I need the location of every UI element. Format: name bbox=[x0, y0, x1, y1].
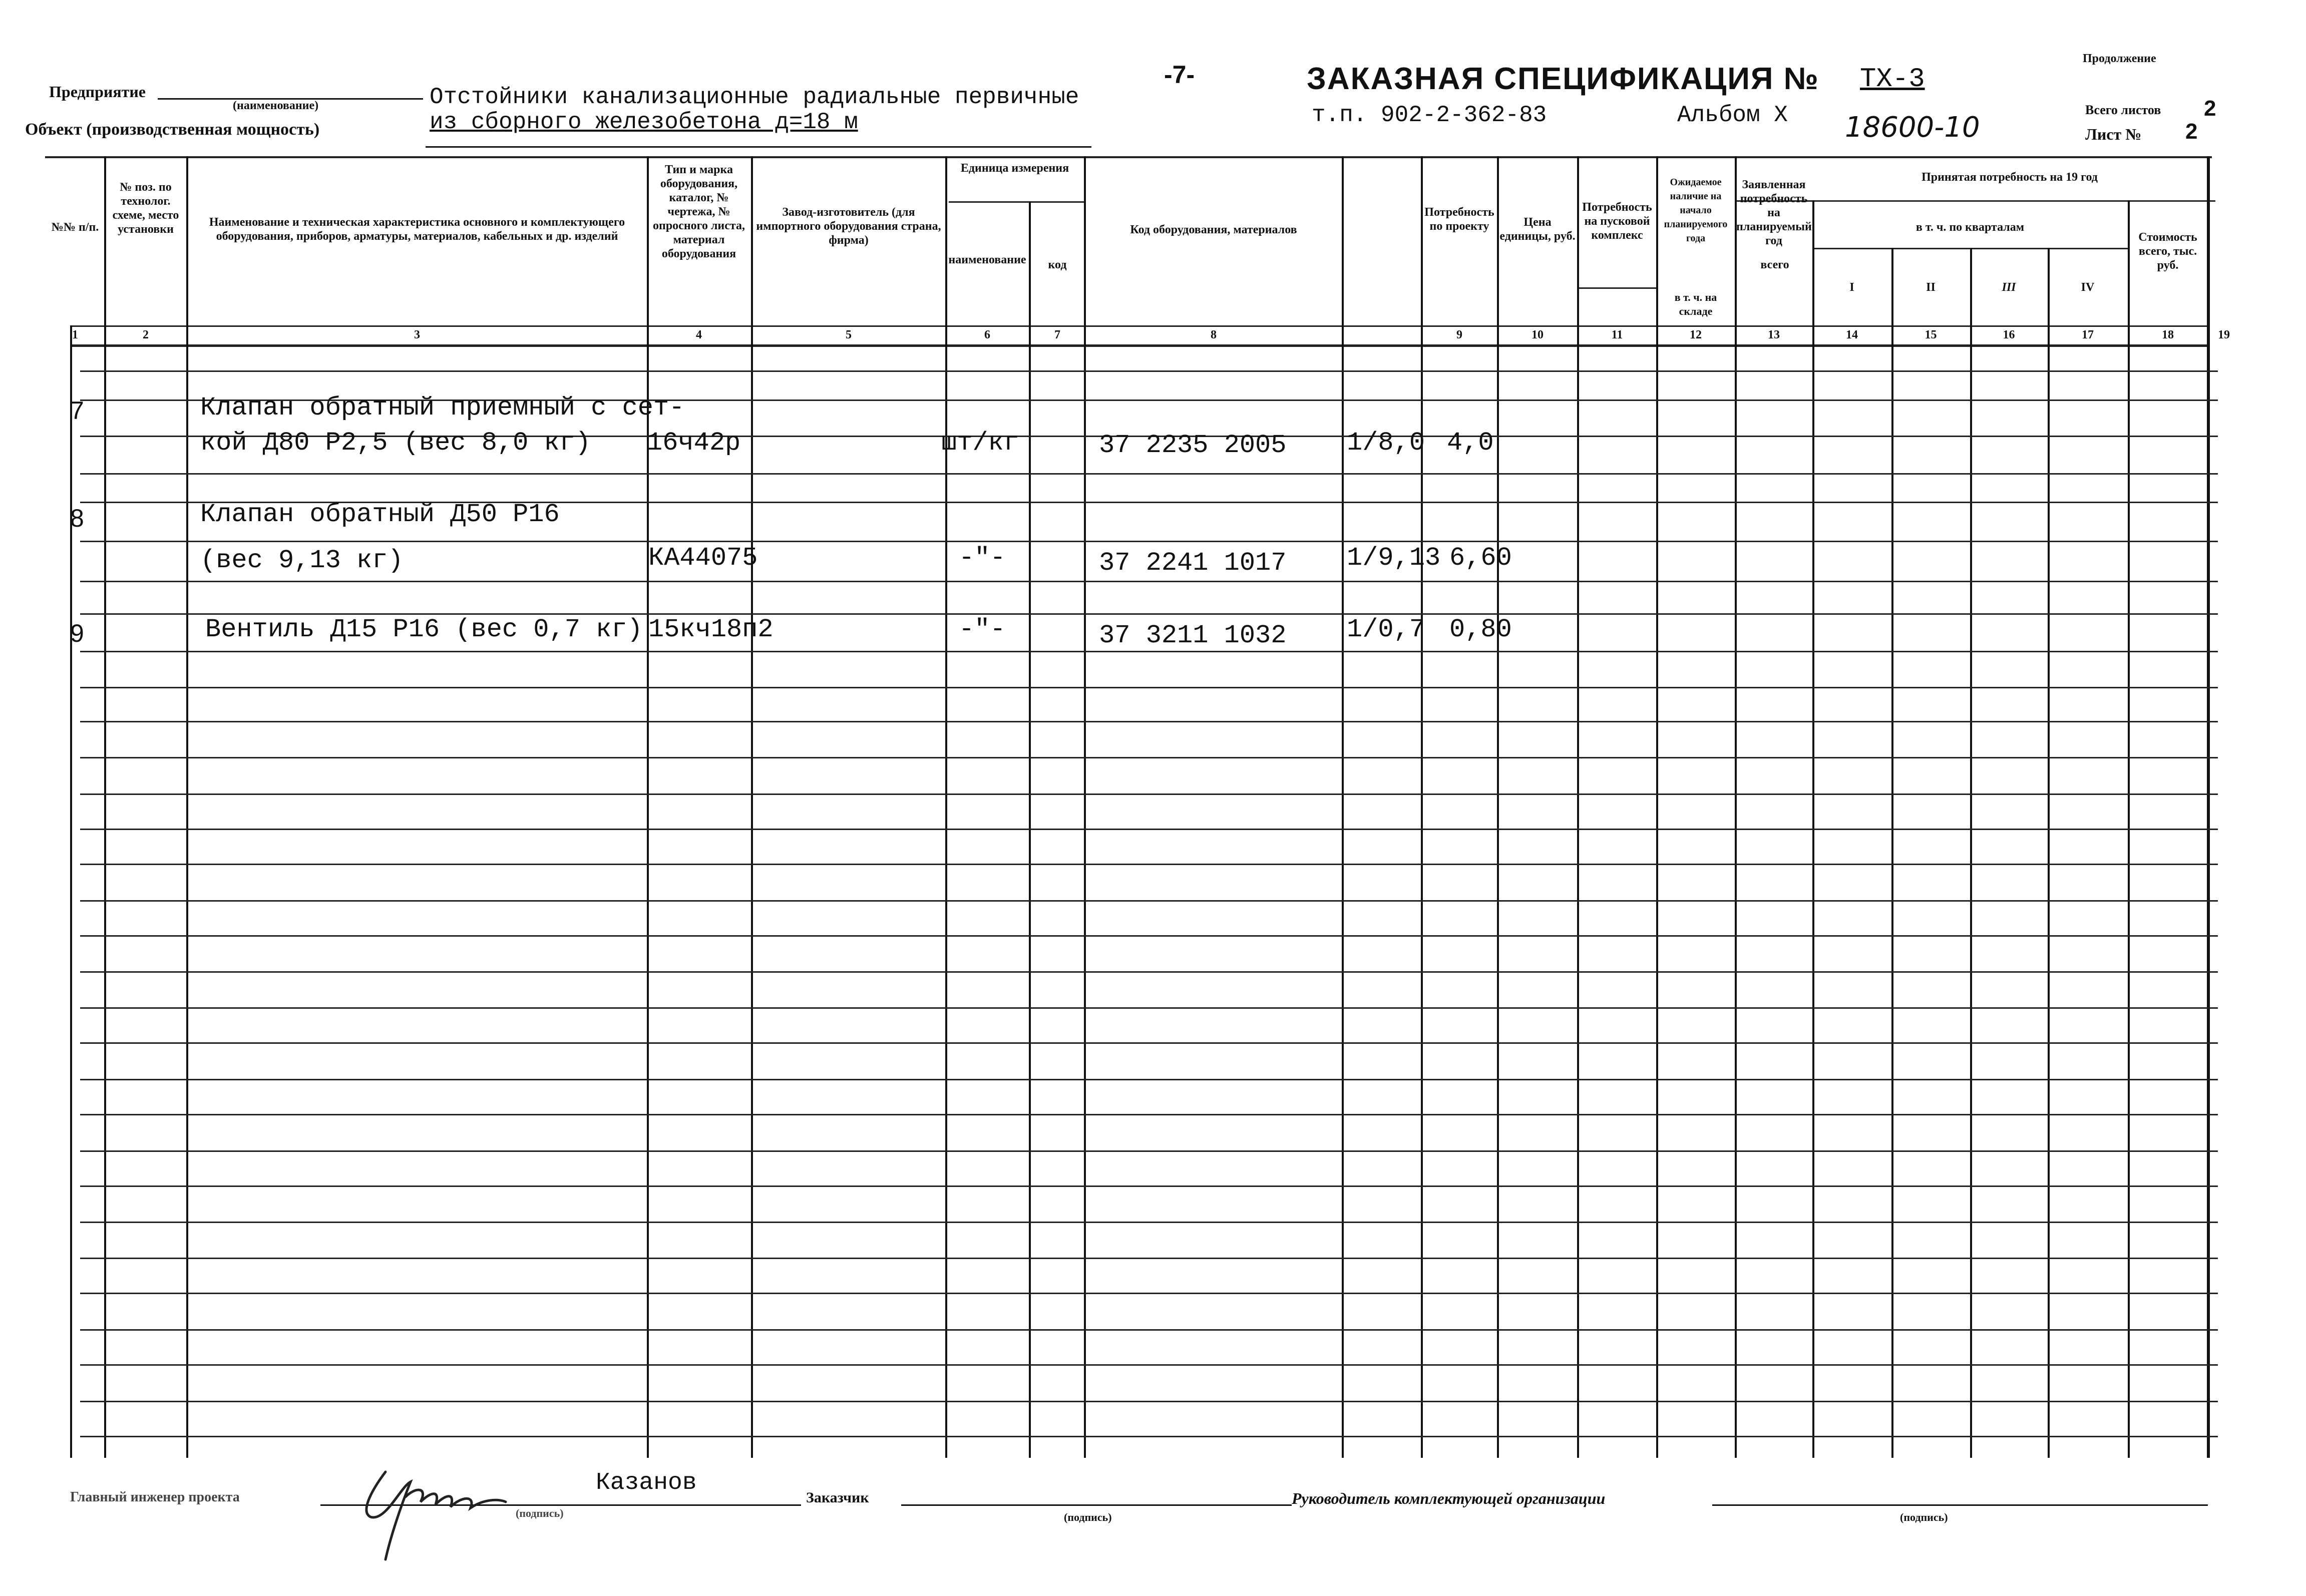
col-number-17: 17 bbox=[2082, 328, 2094, 341]
col-header-1: №№ п/п. bbox=[51, 221, 99, 234]
supplier-label: Руководитель комплектующей организации bbox=[1292, 1489, 1606, 1507]
col-number-5: 5 bbox=[846, 328, 852, 341]
item-name-line1: Вентиль Д15 Р16 (вес 0,7 кг) bbox=[205, 615, 643, 644]
ruled-line bbox=[80, 1042, 2218, 1044]
ruled-line bbox=[80, 864, 2218, 865]
col-header-10: Цена единицы, руб. bbox=[1499, 216, 1576, 243]
supplier-sign-line bbox=[1712, 1504, 2208, 1506]
ruled-line bbox=[80, 1222, 2218, 1223]
col-header-16: II bbox=[1926, 281, 1936, 294]
col-divider-1 bbox=[104, 156, 106, 1458]
ruled-line bbox=[80, 1150, 2218, 1152]
total-sheets-value: 2 bbox=[2204, 96, 2216, 121]
col-header-18: IV bbox=[2081, 281, 2095, 294]
col-divider-9 bbox=[1421, 156, 1423, 1458]
item-name-line2: кой Д80 Р2,5 (вес 8,0 кг) bbox=[200, 428, 591, 458]
sheet-value: 2 bbox=[2185, 119, 2198, 144]
engineer-signature-hint: (подпись) bbox=[516, 1507, 564, 1519]
col-header-8: Код оборудования, материалов bbox=[1130, 223, 1297, 236]
col-header-5: Завод-изготовитель (для импортного оборудования страна, фирма) bbox=[756, 206, 941, 247]
customer-sign-line bbox=[901, 1504, 1292, 1506]
item-type: 15кч18п2 bbox=[648, 615, 774, 644]
col-header-6: наименование bbox=[948, 253, 1026, 266]
item-type: 16ч42р bbox=[647, 428, 741, 458]
col-header-17: III bbox=[2002, 281, 2016, 294]
row-number: 7 bbox=[70, 396, 84, 425]
sheet-label: Лист № bbox=[2085, 125, 2142, 143]
continuation-label: Продолжение bbox=[2083, 52, 2156, 65]
ruled-line bbox=[80, 1364, 2218, 1366]
col-header-12: Ожидаемое наличие на начало планируемого года bbox=[1664, 177, 1728, 244]
col-header-12b: в т. ч. на складе bbox=[1674, 291, 1717, 317]
album: Альбом X bbox=[1677, 102, 1788, 128]
quarters-group-header: в т. ч. по кварталам bbox=[1915, 221, 2025, 234]
col-number-6: 6 bbox=[984, 328, 990, 341]
col-number-7: 7 bbox=[1054, 328, 1060, 341]
item-code: 37 3211 1032 bbox=[1099, 621, 1287, 650]
col-divider-12 bbox=[1656, 156, 1658, 1458]
ruled-line bbox=[80, 971, 2218, 973]
col-header-11: Потребность на пусковой комплекс bbox=[1582, 201, 1652, 242]
col-divider-19 bbox=[2207, 156, 2210, 1458]
need-group-header: Принятая потребность на 19 год bbox=[1921, 171, 2098, 184]
item-unit: -"- bbox=[959, 543, 1006, 573]
table-left-border bbox=[70, 325, 72, 1458]
unit-group-header: Единица измерения bbox=[960, 162, 1069, 175]
col-number-9: 9 bbox=[1456, 328, 1462, 341]
ruled-line bbox=[80, 1114, 2218, 1115]
item-name-line1: Клапан обратный Д50 Р16 bbox=[200, 500, 560, 529]
col-number-8: 8 bbox=[1211, 328, 1217, 341]
col-divider-13 bbox=[1735, 156, 1737, 1458]
ruled-line bbox=[80, 1079, 2218, 1080]
ruled-line bbox=[80, 900, 2218, 902]
col-header-2: № поз. по технолог. схеме, место установки bbox=[112, 181, 179, 236]
col-divider-11 bbox=[1577, 156, 1579, 1458]
item-unit: шт/кг bbox=[941, 428, 1020, 458]
item-price: 6,60 bbox=[1449, 543, 1512, 573]
row-number: 8 bbox=[70, 504, 84, 532]
col-divider-3 bbox=[647, 156, 649, 1458]
item-need: 1/9,13 bbox=[1347, 543, 1441, 573]
ruled-line bbox=[80, 935, 2218, 937]
item-type: КА44075 bbox=[648, 543, 758, 573]
ruled-line bbox=[80, 1007, 2218, 1009]
item-code: 37 2241 1017 bbox=[1099, 548, 1287, 578]
col-number-2: 2 bbox=[143, 328, 149, 341]
ruled-line bbox=[80, 1185, 2218, 1187]
enterprise-label: Предприятие bbox=[49, 83, 146, 101]
object-label: Объект (производственная мощность) bbox=[25, 120, 320, 139]
header-bottom-line bbox=[70, 325, 2208, 327]
ruled-line bbox=[80, 829, 2218, 830]
item-price: 4,0 bbox=[1447, 428, 1494, 458]
col-number-14: 14 bbox=[1846, 328, 1858, 341]
col-number-12: 12 bbox=[1690, 328, 1702, 341]
ruled-line bbox=[80, 541, 2218, 542]
col-divider-10 bbox=[1497, 156, 1499, 1458]
customer-signature-hint: (подпись) bbox=[1064, 1511, 1112, 1523]
col-number-4: 4 bbox=[696, 328, 702, 341]
table-top-border bbox=[45, 156, 2212, 158]
numbers-bottom-line bbox=[70, 344, 2208, 347]
col-number-3: 3 bbox=[414, 328, 420, 341]
col-divider-15 bbox=[1891, 248, 1893, 1458]
object-name-line2: из сборного железобетона д=18 м bbox=[430, 109, 858, 135]
ruled-line bbox=[80, 721, 2218, 722]
ruled-line bbox=[80, 581, 2218, 582]
col-divider-17 bbox=[2048, 248, 2050, 1458]
project-code: т.п. 902-2-362-83 bbox=[1312, 102, 1547, 128]
item-code: 37 2235 2005 bbox=[1099, 431, 1287, 460]
ruled-line bbox=[80, 1258, 2218, 1259]
ruled-line bbox=[80, 370, 2218, 372]
col-header-3: Наименование и техническая характеристика основного и комплектующего оборудования, приборов, арматуры, материалов, кабельных и др. изделий bbox=[209, 216, 625, 243]
item-need: 1/8,0 bbox=[1347, 428, 1425, 458]
item-unit: -"- bbox=[959, 615, 1006, 644]
item-need: 1/0,7 bbox=[1347, 615, 1425, 644]
col-header-15: I bbox=[1849, 281, 1854, 294]
spec-title: ЗАКАЗНАЯ СПЕЦИФИКАЦИЯ № bbox=[1307, 62, 1819, 96]
ruled-line bbox=[80, 1401, 2218, 1402]
ruled-line bbox=[80, 1293, 2218, 1294]
engineer-name: Казанов bbox=[596, 1469, 697, 1496]
object-underline bbox=[426, 146, 1091, 148]
col-number-10: 10 bbox=[1531, 328, 1544, 341]
ruled-line bbox=[80, 687, 2218, 688]
item-price: 0,80 bbox=[1449, 615, 1512, 644]
col-header-9: Потребность по проекту bbox=[1424, 206, 1494, 233]
handwritten-code: 18600-10 bbox=[1845, 111, 1980, 144]
col-divider-16 bbox=[1970, 248, 1972, 1458]
item-name-line2: (вес 9,13 кг) bbox=[200, 546, 404, 575]
col-header-4: Тип и марка оборудования, каталог, № чертежа, № опросного листа, материал оборудования bbox=[653, 163, 745, 260]
col-divider-5 bbox=[945, 156, 947, 1458]
col-number-16: 16 bbox=[2003, 328, 2015, 341]
ruled-line bbox=[80, 473, 2218, 475]
col-header-13: Заявленная потребность на планируемый год bbox=[1736, 178, 1812, 247]
name-hint: (наименование) bbox=[233, 99, 319, 112]
page-marker: -7- bbox=[1164, 61, 1195, 89]
col-header-7: код bbox=[1048, 258, 1067, 271]
col-number-13: 13 bbox=[1768, 328, 1780, 341]
col-header-19: Стоимость всего, тыс. руб. bbox=[2138, 231, 2197, 272]
col-number-19: 19 bbox=[2218, 328, 2230, 341]
stock-divider bbox=[1577, 287, 1657, 289]
spec-number: ТХ-3 bbox=[1860, 64, 1925, 95]
ruled-line bbox=[80, 1436, 2218, 1437]
col-number-18: 18 bbox=[2162, 328, 2174, 341]
col-number-15: 15 bbox=[1925, 328, 1937, 341]
object-name-line1: Отстойники канализационные радиальные первичные bbox=[430, 84, 1079, 110]
ruled-line bbox=[80, 757, 2218, 758]
ruled-line bbox=[80, 793, 2218, 795]
supplier-signature-hint: (подпись) bbox=[1900, 1511, 1948, 1523]
unit-group-divider bbox=[949, 201, 1084, 203]
col-divider-2 bbox=[186, 156, 188, 1458]
col-divider-8 bbox=[1342, 156, 1344, 1458]
chief-engineer-label: Главный инженер проекта bbox=[70, 1489, 240, 1505]
ruled-line bbox=[80, 651, 2218, 652]
col-number-1: 1 bbox=[72, 328, 78, 341]
col-header-14: всего bbox=[1760, 258, 1789, 271]
total-sheets-label: Всего листов bbox=[2085, 103, 2161, 117]
col-divider-4 bbox=[751, 156, 753, 1458]
ruled-line bbox=[80, 1329, 2218, 1331]
customer-label: Заказчик bbox=[806, 1489, 869, 1506]
row-number: 9 bbox=[70, 619, 84, 647]
col-number-11: 11 bbox=[1611, 328, 1623, 341]
item-name-line1: Клапан обратный приемный с сет- bbox=[200, 393, 685, 423]
col-divider-7 bbox=[1084, 156, 1086, 1458]
